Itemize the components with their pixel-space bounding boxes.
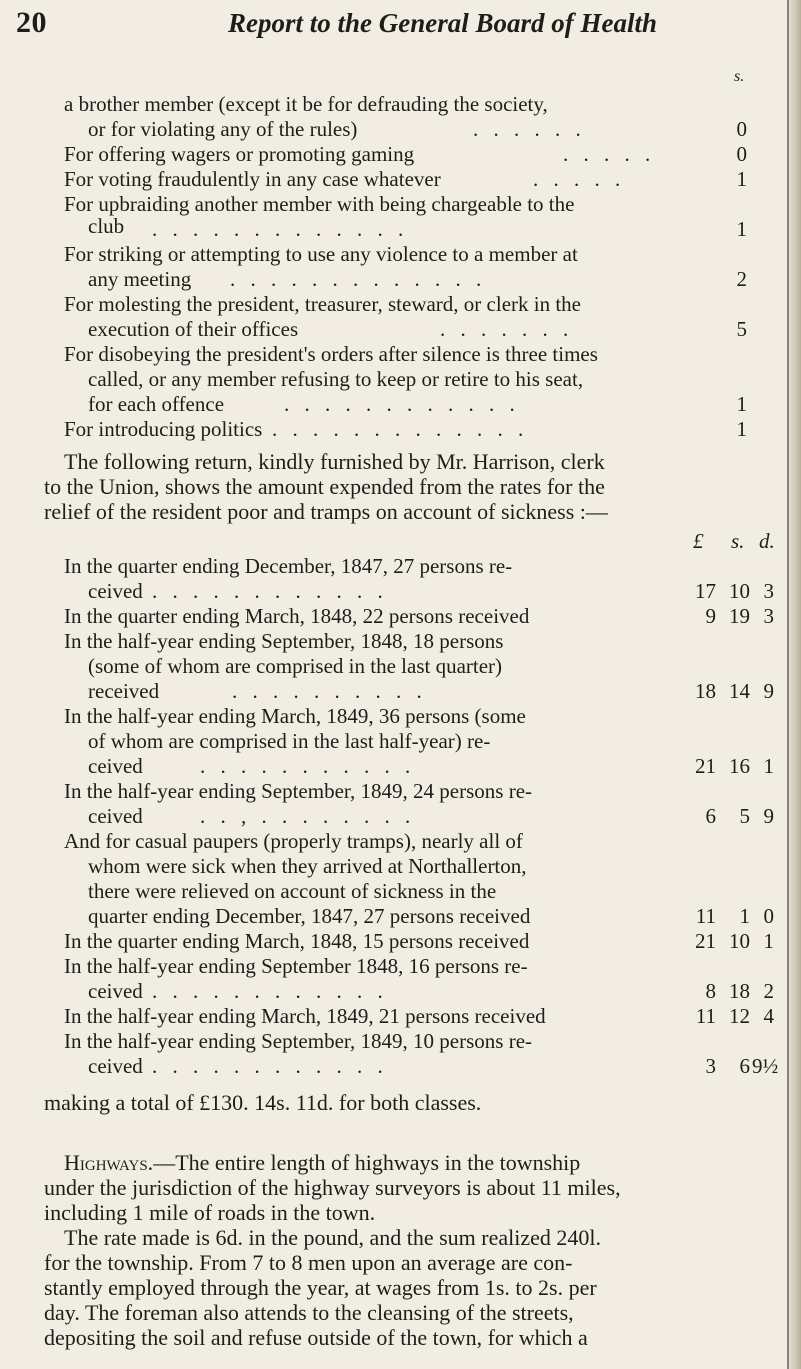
leader-dots: . . . . . xyxy=(533,167,626,191)
page-gutter xyxy=(787,0,801,1369)
page-number: 20 xyxy=(16,6,47,39)
fine-line: for each offence xyxy=(88,392,225,416)
amount-shillings: 18 xyxy=(729,979,750,1003)
amount-shillings: 6 xyxy=(739,1054,750,1078)
fine-line: any meeting xyxy=(88,267,192,291)
relief-line: In the half-year ending March, 1849, 36 persons (some xyxy=(64,704,526,728)
leader-dots: . . . . . . . . . . . . xyxy=(284,392,520,416)
highways-first-line xyxy=(64,1150,580,1176)
highways-line: for the township. From 7 to 8 men upon an average are con- xyxy=(44,1250,573,1275)
leader-dots: . . , . . . . . . . . xyxy=(200,804,416,828)
intro-line: The following return, kindly furnished by Mr. Harrison, clerk xyxy=(64,449,605,474)
highways-line: day. The foreman also attends to the cleansing of the streets, xyxy=(44,1300,574,1325)
relief-line: ceived xyxy=(88,754,143,778)
relief-line: In the half-year ending September, 1849, 10 persons re- xyxy=(64,1029,533,1053)
amount-shillings: 14 xyxy=(729,679,750,703)
amount-pence: 4 xyxy=(763,1004,774,1028)
leader-dots: . . . . . . . . . . . . xyxy=(152,579,388,603)
pence-column-head: d. xyxy=(759,529,775,553)
fine-amount: 1 xyxy=(736,417,747,441)
relief-line: (some of whom are comprised in the last quarter) xyxy=(88,654,503,678)
amount-shillings: 12 xyxy=(729,1004,750,1028)
amount-pounds: 18 xyxy=(695,679,716,703)
relief-line: there were relieved on account of sickness in the xyxy=(88,879,497,903)
amount-shillings: 5 xyxy=(739,804,750,828)
shillings-column-head: s. xyxy=(731,529,745,553)
fine-line: For disobeying the president's orders after silence is three times xyxy=(64,342,598,366)
relief-line: of whom are comprised in the last half-year) re- xyxy=(88,729,491,753)
leader-dots: . . . . . . . . . . . . . xyxy=(272,417,529,441)
relief-line: In the half-year ending September 1848, 16 persons re- xyxy=(64,954,528,978)
running-title: Report to the General Board of Health xyxy=(228,8,658,38)
fine-line: execution of their offices xyxy=(88,317,299,341)
highways-heading: Highways. xyxy=(64,1150,154,1175)
leader-dots: . . . . . . . . . . . . xyxy=(152,1054,388,1078)
relief-line: ceived xyxy=(88,1054,143,1078)
highways-line: stantly employed through the year, at wages from 1s. to 2s. per xyxy=(44,1275,597,1300)
highways-line: The rate made is 6d. in the pound, and the sum realized 240l. xyxy=(64,1225,602,1250)
fine-amount: 2 xyxy=(736,267,747,291)
amount-pounds: 21 xyxy=(695,754,716,778)
amount-shillings: 16 xyxy=(729,754,750,778)
relief-line: In the quarter ending December, 1847, 27 persons re- xyxy=(64,554,513,578)
relief-line: In the quarter ending March, 1848, 15 persons received xyxy=(64,929,530,953)
amount-pence: 9½ xyxy=(752,1054,779,1078)
leader-dots: . . . . . . . . . . . . . xyxy=(230,267,487,291)
relief-line: In the half-year ending September, 1849, 24 persons re- xyxy=(64,779,533,803)
leader-dots: . . . . . . xyxy=(473,117,586,141)
amount-pence: 1 xyxy=(763,929,774,953)
fine-line: or for violating any of the rules) xyxy=(88,117,358,141)
highways-line: under the jurisdiction of the highway surveyors is about 11 miles, xyxy=(44,1175,621,1200)
fine-amount: 0 xyxy=(736,117,747,141)
relief-line: In the half-year ending September, 1848, 18 persons xyxy=(64,629,504,653)
amount-pence: 9 xyxy=(763,679,774,703)
fine-amount: 1 xyxy=(736,167,747,191)
page-header xyxy=(0,0,801,42)
amount-shillings: 10 xyxy=(729,579,750,603)
amount-pence: 1 xyxy=(763,754,774,778)
amount-pounds: 21 xyxy=(695,929,716,953)
amount-pounds: 6 xyxy=(705,804,716,828)
leader-dots: . . . . . . . . . . . . xyxy=(152,979,388,1003)
amount-shillings: 1 xyxy=(739,904,750,928)
highways-line: including 1 mile of roads in the town. xyxy=(44,1200,376,1225)
pounds-column-head: £ xyxy=(693,529,704,553)
fine-amount: 1 xyxy=(736,392,747,416)
relief-line: received xyxy=(88,679,160,703)
amount-pence: 0 xyxy=(763,904,774,928)
amount-pence: 3 xyxy=(763,604,774,628)
highways-line: depositing the soil and refuse outside of the town, for which a xyxy=(44,1325,588,1350)
fines-currency-head: s. xyxy=(734,68,745,85)
fine-amount: 1 xyxy=(736,217,747,241)
amount-shillings: 19 xyxy=(729,604,750,628)
amount-pounds: 9 xyxy=(705,604,716,628)
fine-line: For voting fraudulently in any case whatever xyxy=(64,167,441,191)
relief-line: whom were sick when they arrived at Northallerton, xyxy=(88,854,527,878)
fine-amount: 5 xyxy=(736,317,747,341)
amount-shillings: 10 xyxy=(729,929,750,953)
leader-dots: . . . . . . . xyxy=(440,317,574,341)
relief-total: making a total of £130. 14s. 11d. for both classes. xyxy=(44,1090,482,1115)
leader-dots: . . . . . . . . . . . xyxy=(200,754,416,778)
relief-line: quarter ending December, 1847, 27 persons received xyxy=(88,904,531,928)
amount-pence: 2 xyxy=(763,979,774,1003)
relief-line: ceived xyxy=(88,979,143,1003)
fine-line: For introducing politics xyxy=(64,417,263,441)
amount-pounds: 8 xyxy=(705,979,716,1003)
fine-line: For molesting the president, treasurer, steward, or clerk in the xyxy=(64,292,582,316)
leader-dots: . . . . . xyxy=(563,142,656,166)
relief-line: ceived xyxy=(88,804,143,828)
amount-pounds: 17 xyxy=(695,579,716,603)
fine-line: club xyxy=(88,214,125,238)
fine-amount: 0 xyxy=(736,142,747,166)
fine-line: For upbraiding another member with being chargeable to the xyxy=(64,192,575,216)
leader-dots: . . . . . . . . . . . . . xyxy=(152,217,409,241)
leader-dots: . . . . . . . . . . xyxy=(232,679,427,703)
fine-line: a brother member (except it be for defrauding the society, xyxy=(64,92,548,116)
highways-line: —The entire length of highways in the township xyxy=(153,1150,581,1175)
amount-pounds: 11 xyxy=(695,904,716,928)
relief-line: And for casual paupers (properly tramps), nearly all of xyxy=(64,829,523,853)
intro-line: relief of the resident poor and tramps on account of sickness :— xyxy=(44,499,608,524)
relief-line: In the quarter ending March, 1848, 22 persons received xyxy=(64,604,530,628)
amount-pence: 3 xyxy=(763,579,774,603)
amount-pounds: 11 xyxy=(695,1004,716,1028)
relief-line: ceived xyxy=(88,579,143,603)
fine-line: For offering wagers or promoting gaming xyxy=(64,142,415,166)
amount-pence: 9 xyxy=(763,804,774,828)
intro-line: to the Union, shows the amount expended from the rates for the xyxy=(44,474,605,499)
relief-line: In the half-year ending March, 1849, 21 persons received xyxy=(64,1004,546,1028)
fine-line: called, or any member refusing to keep or retire to his seat, xyxy=(88,367,584,391)
amount-pounds: 3 xyxy=(705,1054,716,1078)
fine-line: For striking or attempting to use any violence to a member at xyxy=(64,242,578,266)
